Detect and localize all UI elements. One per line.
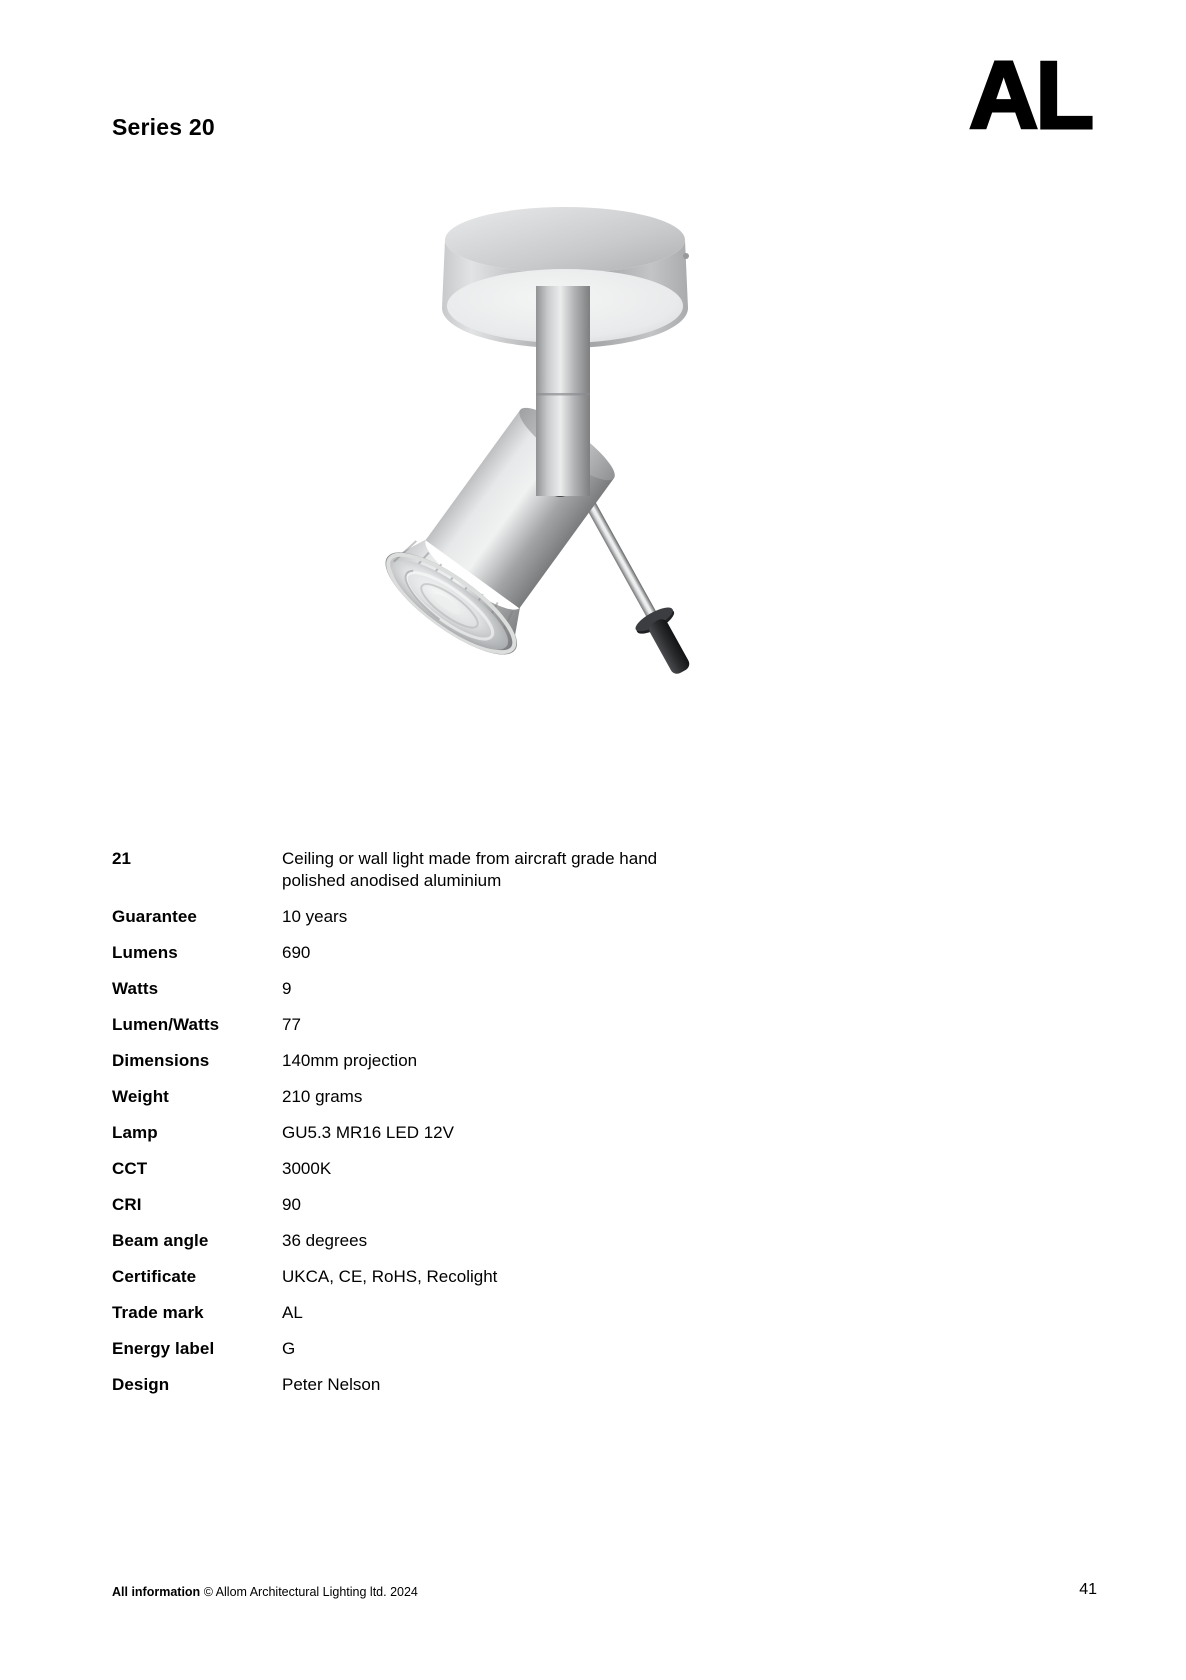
copyright-rest: © Allom Architectural Lighting ltd. 2024	[203, 1585, 418, 1599]
spec-label: Guarantee	[112, 907, 197, 926]
spec-label: Lamp	[112, 1123, 158, 1142]
brand-logo: AL	[969, 42, 1091, 149]
spec-label: Beam angle	[112, 1231, 209, 1250]
spotlight-illustration	[330, 190, 760, 700]
canopy-screw	[683, 253, 689, 259]
spec-value: UKCA, CE, RoHS, Recolight	[282, 1267, 498, 1286]
spec-row	[112, 1014, 732, 1036]
spec-row	[112, 1302, 732, 1324]
spec-value: 140mm projection	[282, 1051, 418, 1070]
spec-value: 690	[282, 943, 311, 962]
spec-row	[112, 1086, 732, 1108]
spec-row	[112, 1338, 732, 1360]
spec-row	[112, 1122, 732, 1144]
spec-label: Design	[112, 1375, 170, 1394]
spec-label: 21	[112, 849, 132, 868]
spec-value: G	[282, 1339, 296, 1358]
spec-row	[112, 1230, 732, 1252]
spec-value: AL	[282, 1303, 303, 1322]
spec-label: Trade mark	[112, 1303, 204, 1322]
spec-row	[112, 1158, 732, 1180]
product-photo	[330, 190, 760, 700]
spec-value: GU5.3 MR16 LED 12V	[282, 1123, 454, 1142]
spec-value: Ceiling or wall light made from aircraft grade hand polished anodised aluminium	[282, 849, 658, 890]
spec-label: Lumens	[112, 943, 178, 962]
spec-value: 3000K	[282, 1159, 332, 1178]
spec-value: 77	[282, 1015, 301, 1034]
spec-value: 90	[282, 1195, 301, 1214]
spec-label: Certificate	[112, 1267, 197, 1286]
spec-value: 36 degrees	[282, 1231, 368, 1250]
spec-value: Peter Nelson	[282, 1375, 381, 1394]
spec-label: CRI	[112, 1195, 142, 1214]
copyright-bold: All information	[112, 1585, 201, 1599]
spec-row	[112, 1050, 732, 1072]
copyright-note	[112, 1585, 418, 1600]
spec-row	[112, 906, 732, 928]
spec-label: Energy label	[112, 1339, 215, 1358]
adjustment-rod-shape	[570, 490, 702, 682]
spec-value: 210 grams	[282, 1087, 363, 1106]
rod-knob	[647, 617, 692, 677]
spec-label: Lumen/Watts	[112, 1015, 220, 1034]
page-title: Series 20	[112, 114, 215, 140]
spec-table	[112, 848, 732, 1410]
spec-row	[112, 942, 732, 964]
spec-row	[112, 848, 732, 892]
spec-label: Watts	[112, 979, 159, 998]
spec-row	[112, 1374, 732, 1396]
page-number: 41	[1079, 1581, 1097, 1598]
spec-label: Weight	[112, 1087, 169, 1106]
spec-label: Dimensions	[112, 1051, 210, 1070]
spec-row	[112, 978, 732, 1000]
spec-value: 9	[282, 979, 292, 998]
spec-row	[112, 1194, 732, 1216]
spec-value: 10 years	[282, 907, 348, 926]
spec-row	[112, 1266, 732, 1288]
spec-label: CCT	[112, 1159, 148, 1178]
stem-shape	[536, 286, 590, 497]
